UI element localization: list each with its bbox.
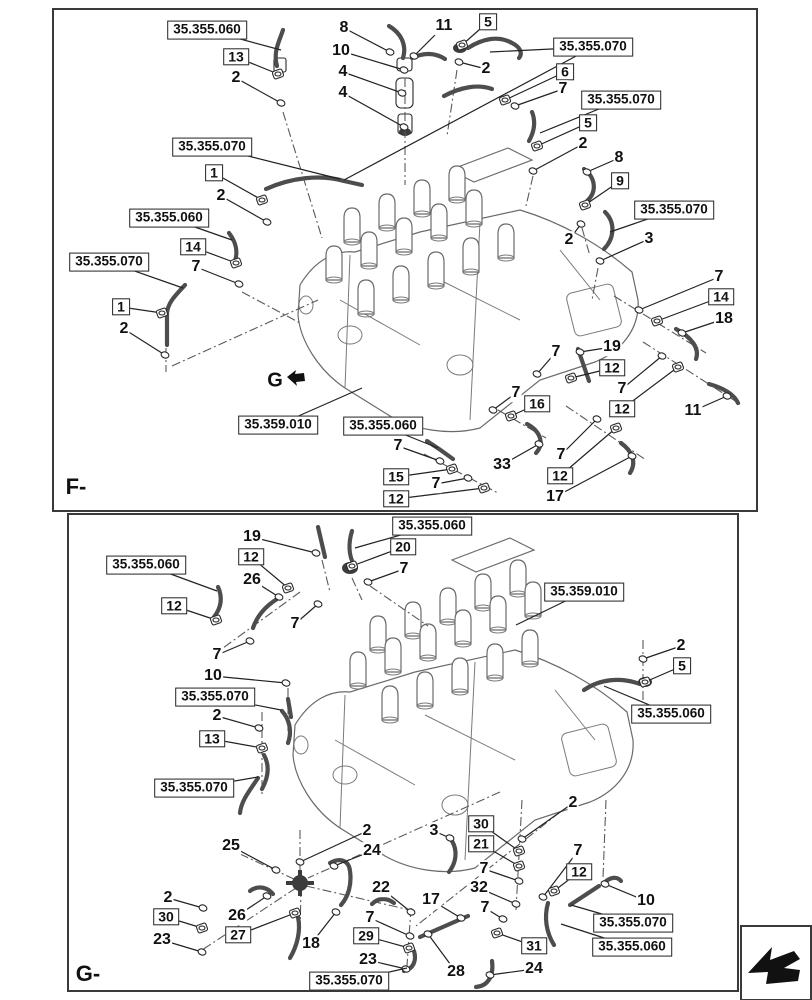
item-callout-9[interactable]: 9 [611, 172, 629, 189]
item-callout-13[interactable]: 13 [223, 48, 249, 65]
section-ref-box-35.355.070[interactable]: 35.355.070 [593, 914, 673, 933]
section-ref-box-35.355.060[interactable]: 35.355.060 [343, 417, 423, 436]
item-callout-20[interactable]: 20 [390, 538, 416, 555]
item-callout-12[interactable]: 12 [161, 597, 187, 614]
item-callout-7: 7 [714, 268, 724, 286]
section-ref-box-35.355.070[interactable]: 35.355.070 [172, 138, 252, 157]
item-callout-26: 26 [243, 571, 261, 589]
section-ref-box-35.355.070[interactable]: 35.355.070 [309, 972, 389, 991]
item-callout-10: 10 [637, 892, 655, 910]
item-callout-2: 2 [119, 320, 129, 338]
item-callout-23: 23 [359, 951, 377, 969]
item-callout-19: 19 [603, 338, 621, 356]
item-callout-11: 11 [684, 402, 702, 420]
view-letter-view-G: G- [75, 961, 101, 986]
item-callout-7: 7 [556, 446, 566, 464]
item-callout-7: 7 [431, 475, 441, 493]
item-callout-25: 25 [222, 837, 240, 855]
item-callout-7: 7 [212, 646, 222, 664]
item-callout-26: 26 [228, 907, 246, 925]
section-ref-box-35.355.070[interactable]: 35.355.070 [553, 38, 633, 57]
page-continuation-arrow-icon[interactable] [740, 925, 812, 1000]
item-callout-2: 2 [163, 889, 173, 907]
item-callout-5[interactable]: 5 [673, 657, 691, 674]
item-callout-17: 17 [546, 488, 564, 506]
continuation-arrow-glyph [742, 927, 806, 995]
section-ref-box-35.355.070[interactable]: 35.355.070 [175, 688, 255, 707]
item-callout-7: 7 [191, 258, 201, 276]
item-callout-14[interactable]: 14 [708, 288, 734, 305]
section-ref-box-35.355.060[interactable]: 35.355.060 [106, 556, 186, 575]
item-callout-33: 33 [493, 456, 511, 474]
section-ref-box-35.355.070[interactable]: 35.355.070 [154, 779, 234, 798]
item-callout-19: 19 [243, 528, 261, 546]
item-callout-4: 4 [338, 63, 348, 81]
item-callout-22: 22 [372, 879, 390, 897]
item-callout-10: 10 [204, 667, 222, 685]
item-callout-12[interactable]: 12 [566, 863, 592, 880]
section-ref-box-35.359.010[interactable]: 35.359.010 [238, 416, 318, 435]
item-callout-12[interactable]: 12 [383, 490, 409, 507]
item-callout-2: 2 [564, 231, 574, 249]
item-callout-2: 2 [578, 135, 588, 153]
section-ref-box-35.355.060[interactable]: 35.355.060 [631, 705, 711, 724]
section-ref-box-35.355.070[interactable]: 35.355.070 [69, 253, 149, 272]
item-callout-29[interactable]: 29 [353, 927, 379, 944]
item-callout-13[interactable]: 13 [199, 730, 225, 747]
item-callout-6[interactable]: 6 [556, 63, 574, 80]
item-callout-14[interactable]: 14 [180, 238, 206, 255]
item-callout-30[interactable]: 30 [153, 908, 179, 925]
item-callout-12[interactable]: 12 [547, 467, 573, 484]
item-callout-8: 8 [339, 19, 349, 37]
item-callout-16[interactable]: 16 [524, 395, 550, 412]
item-callout-17: 17 [422, 891, 440, 909]
item-callout-7: 7 [573, 842, 583, 860]
item-callout-24: 24 [363, 842, 381, 860]
item-callout-4: 4 [338, 84, 348, 102]
item-callout-32: 32 [470, 879, 488, 897]
item-callout-7: 7 [617, 380, 627, 398]
item-callout-7: 7 [399, 560, 409, 578]
item-callout-7: 7 [365, 909, 375, 927]
item-callout-8: 8 [614, 149, 624, 167]
item-callout-7: 7 [511, 384, 521, 402]
item-callout-11: 11 [435, 17, 453, 35]
item-callout-5[interactable]: 5 [579, 114, 597, 131]
item-callout-3: 3 [429, 822, 439, 840]
item-callout-2: 2 [568, 794, 578, 812]
item-callout-10: 10 [332, 42, 350, 60]
item-callout-12[interactable]: 12 [609, 400, 635, 417]
item-callout-2: 2 [362, 822, 372, 840]
item-callout-28: 28 [447, 963, 465, 981]
item-callout-24: 24 [525, 960, 543, 978]
item-callout-2: 2 [481, 60, 491, 78]
item-callout-2: 2 [676, 637, 686, 655]
direction-arrow-g [287, 370, 305, 386]
item-callout-2: 2 [231, 69, 241, 87]
item-callout-3: 3 [644, 230, 654, 248]
item-callout-12[interactable]: 12 [599, 359, 625, 376]
section-ref-box-35.355.070[interactable]: 35.355.070 [634, 201, 714, 220]
item-callout-7: 7 [290, 615, 300, 633]
item-callout-7: 7 [480, 899, 490, 917]
item-callout-2: 2 [216, 187, 226, 205]
item-callout-27[interactable]: 27 [225, 926, 251, 943]
item-callout-30[interactable]: 30 [468, 815, 494, 832]
item-callout-31[interactable]: 31 [521, 937, 547, 954]
item-callout-1[interactable]: 1 [205, 164, 223, 181]
item-callout-12[interactable]: 12 [238, 548, 264, 565]
item-callout-7: 7 [393, 437, 403, 455]
item-callout-5[interactable]: 5 [479, 13, 497, 30]
item-callout-2: 2 [212, 707, 222, 725]
item-callout-7: 7 [479, 860, 489, 878]
item-callout-23: 23 [153, 931, 171, 949]
section-ref-box-35.355.060[interactable]: 35.355.060 [129, 209, 209, 228]
item-callout-18: 18 [715, 310, 733, 328]
section-ref-box-35.355.060[interactable]: 35.355.060 [592, 938, 672, 957]
direction-marker-label: G [267, 369, 283, 392]
section-ref-box-35.355.070[interactable]: 35.355.070 [581, 91, 661, 110]
item-callout-7: 7 [558, 80, 568, 98]
item-callout-18: 18 [302, 935, 320, 953]
section-ref-box-35.355.060[interactable]: 35.355.060 [392, 517, 472, 536]
item-callout-1[interactable]: 1 [112, 298, 130, 315]
item-callout-15[interactable]: 15 [383, 468, 409, 485]
view-letter-view-F: F- [65, 474, 87, 499]
item-callout-7: 7 [551, 343, 561, 361]
section-ref-box-35.355.060[interactable]: 35.355.060 [167, 21, 247, 40]
item-callout-21[interactable]: 21 [468, 835, 494, 852]
section-ref-box-35.359.010[interactable]: 35.359.010 [544, 583, 624, 602]
